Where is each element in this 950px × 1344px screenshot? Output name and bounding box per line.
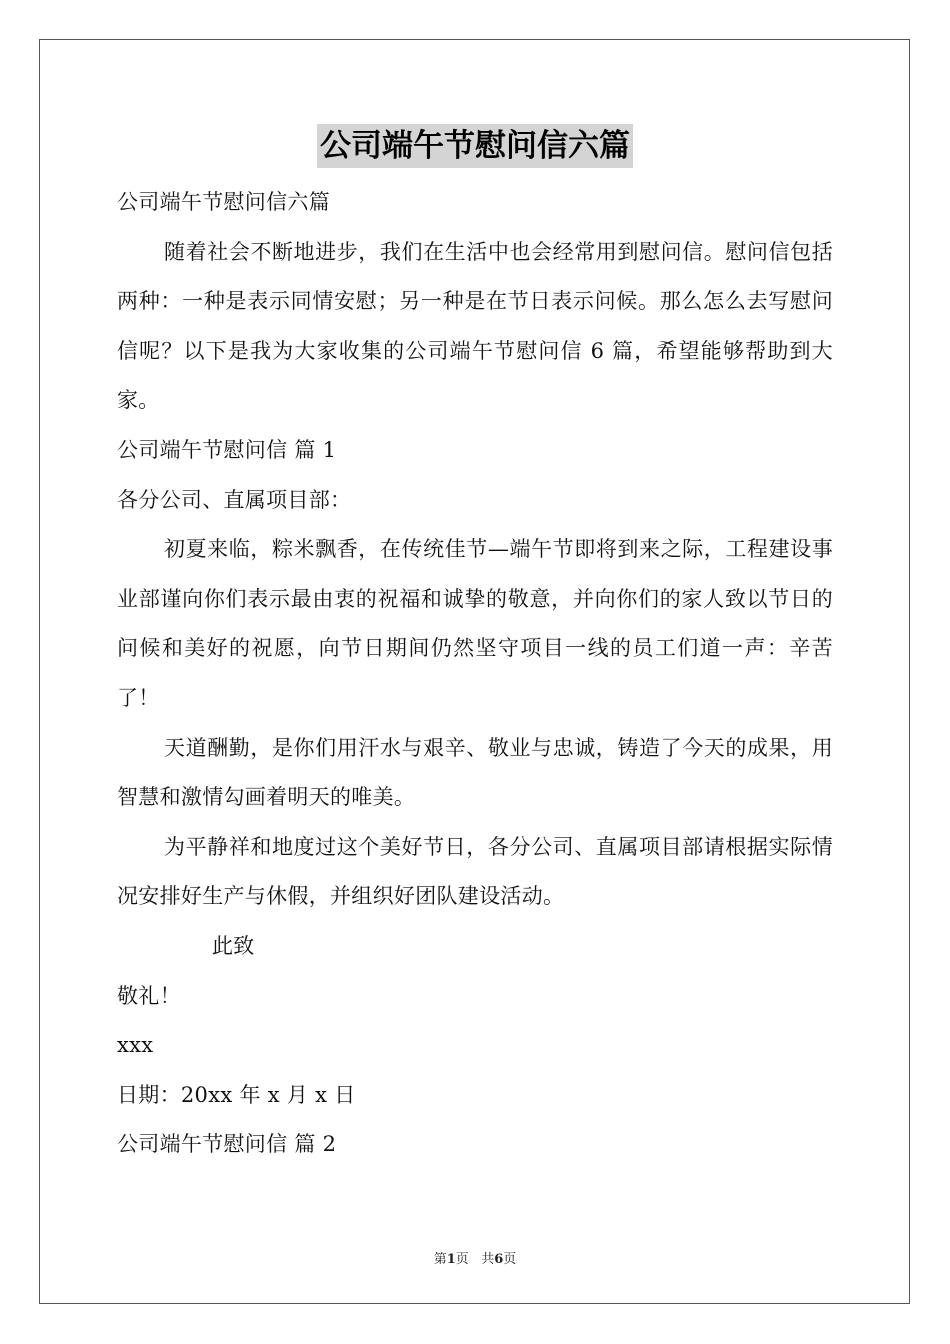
closing-salute: 敬礼！ xyxy=(117,983,181,1008)
subtitle-line: 公司端午节慰问信六篇 xyxy=(117,190,330,214)
total-prefix: 共 xyxy=(481,1252,495,1267)
closing-phrase: 此致 xyxy=(212,933,255,958)
letter-paragraph-1: 初夏来临，粽米飘香，在传统佳节—端午节即将到来之际，工程建设事业部谨向你们表示最由衷的祝福和诚挚的敬意，并向你们的家人致以节日的问候和美好的祝愿，向节日期间仍然坚守项目一线的员工们道一声：辛苦了！ xyxy=(117,537,833,710)
document-title-text: 公司端午节慰问信六篇 xyxy=(317,124,633,168)
document-body xyxy=(117,178,833,1170)
page-footer xyxy=(0,1248,950,1267)
letter-paragraph-3: 为平静祥和地度过这个美好节日，各分公司、直属项目部请根据实际情况安排好生产与休假，并组织好团队建设活动。 xyxy=(117,834,833,909)
total-pages-number: 6 xyxy=(494,1252,504,1267)
intro-paragraph: 随着社会不断地进步，我们在生活中也会经常用到慰问信。慰问信包括两种：一种是表示同情安慰；另一种是在节日表示问候。那么怎么去写慰问信呢？以下是我为大家收集的公司端午节慰问信 6 篇，希望能够帮助到大家。 xyxy=(117,239,833,413)
letter-paragraph-2: 天道酬勤，是你们用汗水与艰辛、敬业与忠诚，铸造了今天的成果，用智慧和激情勾画着明天的唯美。 xyxy=(117,735,833,810)
total-suffix: 页 xyxy=(503,1252,517,1267)
page-suffix: 页 xyxy=(455,1252,469,1267)
section-heading-2: 公司端午节慰问信 篇 2 xyxy=(117,1132,337,1157)
salutation: 各分公司、直属项目部： xyxy=(117,487,352,512)
signature: xxx xyxy=(117,1033,154,1058)
page-prefix: 第 xyxy=(433,1252,447,1267)
current-page-number: 1 xyxy=(446,1252,456,1267)
document-title xyxy=(0,124,950,168)
date-line: 日期：20xx 年 x 月 x 日 xyxy=(117,1082,356,1107)
section-heading-1: 公司端午节慰问信 篇 1 xyxy=(117,437,337,462)
